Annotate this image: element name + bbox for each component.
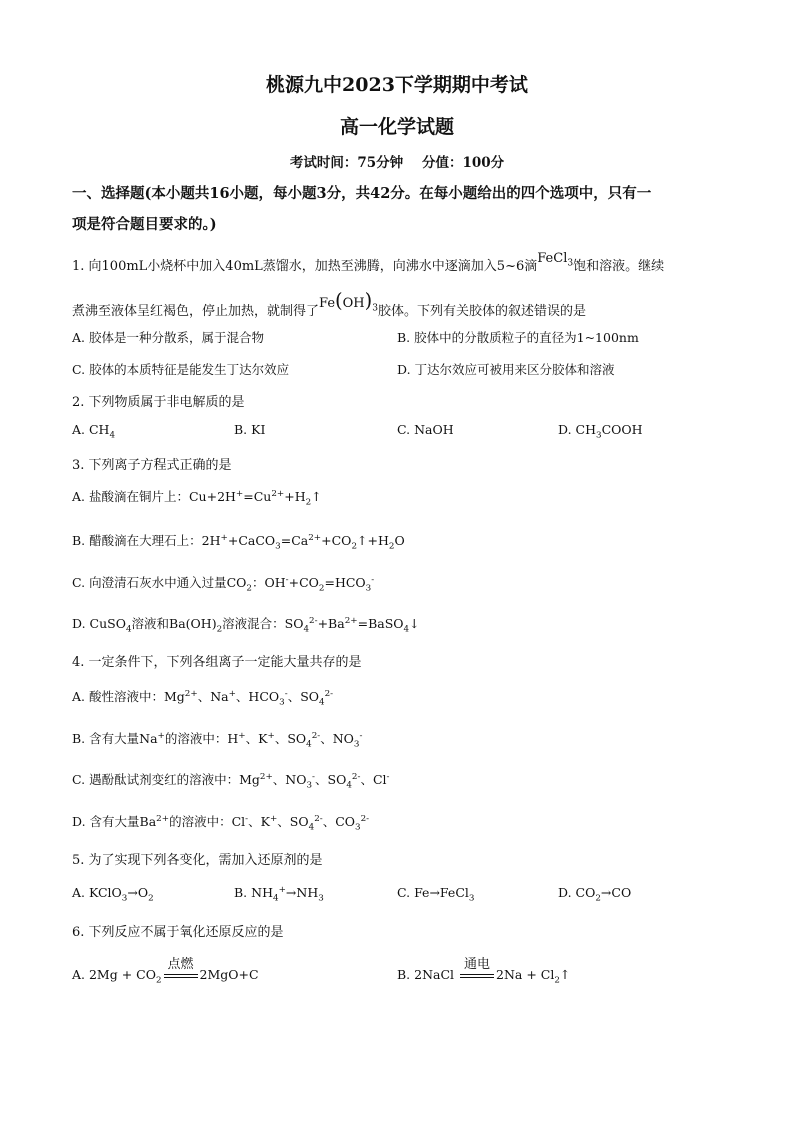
q3-option-a[interactable]: A. 盐酸滴在铜片上：$Cu+2H^+=Cu^{2+}+H_2↑$ — [72, 488, 322, 508]
question-4-stem: 4. 一定条件下，下列各组离子一定能大量共存的是 — [72, 655, 362, 670]
exam-info: 考试时间：75分钟 分值：100分 — [289, 155, 505, 171]
exam-title: 桃源九中2023下学期期中考试 — [266, 74, 528, 96]
q5-option-a[interactable]: A. $KClO_3\to O_2$ — [72, 885, 154, 904]
question-1-stem-line2 — [72, 289, 587, 322]
q1-option-b[interactable]: B. 胶体中的分散质粒子的直径为1~100nm — [397, 330, 639, 345]
q6-option-b[interactable]: B. 2NaCl 通电 $2Na + Cl_2↑$ — [397, 957, 571, 986]
q3-option-d[interactable]: D. CuSO$_4$溶液和$Ba(OH)_2$溶液混合：$SO_4^{2-}+Ba^{2+}=BaSO_4↓$ — [72, 615, 420, 635]
q5-option-b[interactable]: B. $NH_4^+\to NH_3$ — [234, 885, 324, 904]
q4-option-a[interactable]: A. 酸性溶液中：$Mg^{2+}$、Na+、$HCO_3^-$、$SO_4^{2-}$ — [72, 688, 334, 708]
q4-option-c[interactable]: C. 遇酚酞试剂变红的溶液中：$Mg^{2+}$、$NO_3^-$、$SO_4^{2-}$、Cl- — [72, 771, 390, 791]
q2-option-c[interactable]: C. NaOH — [397, 422, 454, 437]
q3-option-c[interactable]: C. 向澄清石灰水中通入过量$CO_2$：$OH^-+CO_2=HCO_3^-$ — [72, 574, 375, 594]
question-1-text-line2-cont: 胶体。下列有关胶体的叙述错误的是 — [378, 304, 587, 319]
reaction-condition-electrolysis: 通电 — [458, 967, 496, 982]
section-heading: 一、选择题(本小题共16小题，每小题3分，共42分。在每小题给出的四个选项中，只有一 — [72, 185, 652, 202]
q1-option-d[interactable]: D. 丁达尔效应可被用来区分胶体和溶液 — [397, 362, 615, 377]
formula-feoh3: $Fe(OH)_3$ — [319, 289, 379, 314]
q5-option-d[interactable]: D. $CO_2\to CO$ — [558, 885, 632, 904]
q1-option-c[interactable]: C. 胶体的本质特征是能发生丁达尔效应 — [72, 362, 290, 377]
q6-option-a[interactable]: A. $2Mg + CO_2$ 点燃 2MgO+C — [72, 957, 259, 986]
q1-option-a[interactable]: A. 胶体是一种分散系，属于混合物 — [72, 330, 264, 345]
question-3-stem: 3. 下列离子方程式正确的是 — [72, 458, 232, 473]
q2-option-d[interactable]: D. $CH_3COOH$ — [558, 422, 643, 441]
question-6-stem: 6. 下列反应不属于氧化还原反应的是 — [72, 925, 284, 940]
q3-option-b[interactable]: B. 醋酸滴在大理石上：$2H^++CaCO_3=Ca^{2+}+CO_2↑+H_2O$ — [72, 532, 405, 552]
exam-subtitle: 高一化学试题 — [339, 116, 454, 138]
q2-option-b[interactable]: B. KI — [234, 422, 266, 437]
section-heading-cont: 项是符合题目要求的。) — [72, 216, 217, 233]
q4-option-d[interactable]: D. 含有大量$Ba^{2+}$的溶液中：Cl-、K+、$SO_4^{2-}$、$CO_3^{2-}$ — [72, 813, 370, 833]
reaction-condition-ignite: 点燃 — [162, 967, 200, 982]
question-5-stem: 5. 为了实现下列各变化，需加入还原剂的是 — [72, 853, 323, 868]
q2-option-a[interactable]: A. $CH_4$ — [72, 422, 116, 441]
q5-option-c[interactable]: C. Fe→FeCl$_3$ — [397, 885, 475, 904]
question-2-stem: 2. 下列物质属于非电解质的是 — [72, 395, 245, 410]
question-1-text: 1. 向100mL小烧杯中加入40mL蒸馏水，加热至沸腾，向沸水中逐滴加入5~6滴 — [72, 259, 538, 274]
q4-option-b[interactable]: B. 含有大量Na+的溶液中：H+、K+、$SO_4^{2-}$、$NO_3^-$ — [72, 730, 363, 750]
question-1-text-line2: 煮沸至液体呈红褐色，停止加热，就制得了 — [72, 304, 320, 319]
formula-fecl3: FeCl$_3$ — [537, 251, 574, 269]
question-1-stem — [72, 251, 665, 277]
question-1-text-cont: 饱和溶液。继续 — [573, 259, 665, 274]
